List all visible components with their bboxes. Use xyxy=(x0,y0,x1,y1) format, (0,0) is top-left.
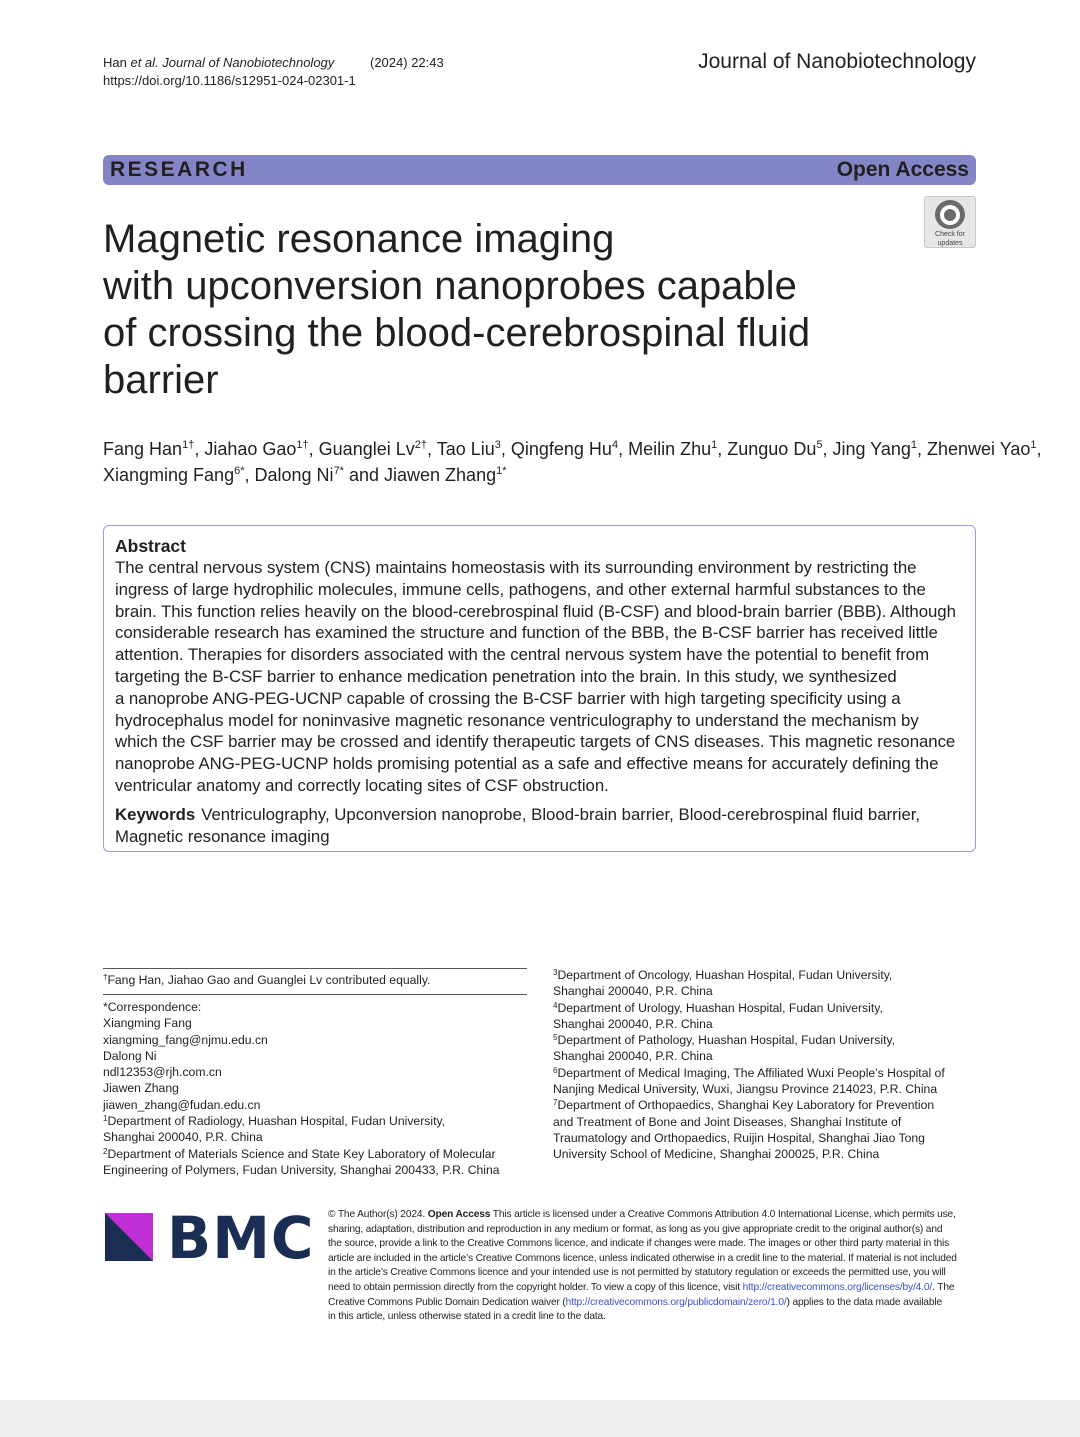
affiliation-number: 3 xyxy=(553,968,558,977)
license-text: article are included in the article’s Creative Commons licence, unless indicated otherwise in a credit line to the material. If material is not included xyxy=(328,1252,957,1264)
bmc-logo-icon xyxy=(105,1213,153,1261)
affiliation-number: 7 xyxy=(553,1098,558,1108)
citation-header xyxy=(103,54,444,90)
bmc-logo-text: BMC xyxy=(167,1204,315,1272)
author-name[interactable]: Zhenwei Yao xyxy=(927,439,1031,459)
author-affiliation-sup: 2† xyxy=(414,439,427,451)
footnote-text: Fang Han, Jiahao Gao and Guanglei Lv contributed equally. xyxy=(107,973,431,987)
article-type-label: RESEARCH xyxy=(110,158,248,181)
affiliation-text: Department of Medical Imaging, The Affiliated Wuxi People’s Hospital of xyxy=(557,1065,945,1080)
citation-line xyxy=(103,54,444,72)
citation-year-volume: (2024) 22:43 xyxy=(370,55,444,70)
author-affiliation-sup: 3 xyxy=(494,439,501,451)
affiliation-text: Department of Urology, Huashan Hospital, Fudan University, xyxy=(557,1000,883,1015)
article-title xyxy=(103,216,893,404)
author-separator: , xyxy=(917,439,928,459)
author-line xyxy=(103,436,1042,462)
crossmark-icon xyxy=(935,200,965,229)
author-name[interactable]: Guanglei Lv xyxy=(318,439,415,459)
author-name[interactable]: Zunguo Du xyxy=(727,439,817,459)
affiliation-number: 2 xyxy=(103,1146,108,1156)
abstract-line: attention. Therapies for disorders associated with the central nervous system have the potential to benefit from xyxy=(115,645,930,665)
author-separator: , xyxy=(717,439,728,459)
keywords-text: Ventriculography, Upconversion nanoprobe, Blood-brain barrier, Blood-cerebrospinal fluid barrier, xyxy=(201,804,921,824)
affiliation xyxy=(553,1065,963,1081)
license-text: © The Author(s) 2024. xyxy=(328,1209,428,1220)
contact-name: Xiangming Fang xyxy=(103,1016,192,1031)
affiliation-text: Department of Orthopaedics, Shanghai Key Laboratory for Prevention xyxy=(557,1098,935,1113)
author-separator: , xyxy=(618,439,629,459)
keywords-text: Magnetic resonance imaging xyxy=(115,826,330,846)
author-separator: and xyxy=(343,465,385,485)
affiliation-text: Department of Oncology, Huashan Hospital, Fudan University, xyxy=(557,968,893,982)
author-name[interactable]: Fang Han xyxy=(103,439,183,459)
license-open-access: Open Access xyxy=(427,1209,491,1220)
affiliation-text: Shanghai 200040, P.R. China xyxy=(553,1016,713,1031)
footnotes-right xyxy=(553,967,963,1163)
citation-author: Han xyxy=(103,55,131,70)
keywords-label: Keywords xyxy=(115,804,196,824)
author-separator: , xyxy=(1036,439,1042,459)
author-name[interactable]: Dalong Ni xyxy=(254,465,334,485)
author-name[interactable]: Qingfeng Hu xyxy=(510,439,612,459)
affiliation xyxy=(553,1032,963,1048)
affiliation-number: 4 xyxy=(553,1000,558,1010)
author-line xyxy=(103,462,983,488)
author-affiliation-sup: 1* xyxy=(496,465,507,477)
badge-text-1: Check for xyxy=(935,231,965,238)
author-list xyxy=(103,436,1042,488)
author-name[interactable]: Meilin Zhu xyxy=(628,439,712,459)
abstract-line: targeting the B-CSF barrier to enhance medication penetration into the brain. In this study, we synthesized xyxy=(115,666,897,686)
author-affiliation-sup: 1 xyxy=(1030,439,1037,451)
equal-contribution-note xyxy=(103,972,533,999)
license-text: need to obtain permission directly from the copyright holder. To view a copy of this licence, visit xyxy=(328,1281,743,1293)
license-text: the source, provide a link to the Creative Commons licence, and indicate if changes were made. The images or other third party material in this xyxy=(328,1238,950,1250)
abstract-line: which the CSF barrier may be crossed and identify therapeutic targets of CNS diseases. This magnetic resonance xyxy=(115,732,956,752)
author-affiliation-sup: 1 xyxy=(910,439,917,451)
abstract-line: nanoprobe ANG-PEG-UCNP holds promising potential as a safe and effective means for accurately defining the xyxy=(115,754,939,774)
author-separator: , xyxy=(427,439,437,459)
author-name[interactable]: Jing Yang xyxy=(832,439,911,459)
contact-name: Dalong Ni xyxy=(103,1048,157,1063)
affiliation xyxy=(103,1146,533,1162)
abstract-body xyxy=(115,557,964,797)
doi-link[interactable]: https://doi.org/10.1186/s12951-024-02301-1 xyxy=(103,73,356,88)
author-affiliation-sup: 7* xyxy=(333,465,344,477)
affiliation xyxy=(553,1097,963,1113)
license-text: in the article’s Creative Commons licence and your intended use is not permitted by statutory regulation or exceeds the permitted use, you will xyxy=(328,1267,946,1279)
license-text: sharing, adaptation, distribution and reproduction in any medium or format, as long as you give appropriate credit to the original author(s) and xyxy=(328,1223,943,1235)
keywords xyxy=(115,804,964,848)
viewer-bottom-margin xyxy=(0,1400,1080,1437)
citation-etal: et al. xyxy=(130,55,159,70)
author-separator: , xyxy=(822,439,833,459)
abstract-box xyxy=(103,525,976,852)
citation-journal: Journal of Nanobiotechnology xyxy=(158,55,335,70)
title-line: with upconversion nanoprobes capable xyxy=(103,264,797,308)
contact-name: Jiawen Zhang xyxy=(103,1081,179,1096)
affiliation-text: Shanghai 200040, P.R. China xyxy=(553,1049,713,1064)
author-name[interactable]: Jiawen Zhang xyxy=(384,465,497,485)
affiliation-text: Traumatology and Orthopaedics, Ruijin Hospital, Shanghai Jiao Tong xyxy=(553,1130,925,1145)
affiliation-text: Shanghai 200040, P.R. China xyxy=(553,984,713,999)
journal-name: Journal of Nanobiotechnology xyxy=(698,50,976,73)
footnote-marker: † xyxy=(103,973,108,982)
abstract-line: brain. This function relies heavily on the blood-cerebrospinal fluid (B-CSF) and blood-brain barrier (BBB). Although xyxy=(115,601,956,621)
affiliation-text: Nanjing Medical University, Wuxi, Jiangsu Province 214023, P.R. China xyxy=(553,1082,938,1097)
contact-email[interactable]: xiangming_fang@njmu.edu.cn xyxy=(103,1032,268,1047)
author-separator: , xyxy=(244,465,255,485)
affiliation-number: 6 xyxy=(553,1065,558,1075)
affiliation-text: Department of Materials Science and State Key Laboratory of Molecular xyxy=(107,1146,496,1161)
affiliation-text: and Treatment of Bone and Joint Diseases, Shanghai Institute of xyxy=(553,1114,902,1129)
title-line: of crossing the blood-cerebrospinal fluid xyxy=(103,311,811,355)
author-affiliation-sup: 4 xyxy=(611,439,619,451)
abstract-line: a nanoprobe ANG-PEG-UCNP capable of crossing the B-CSF barrier with high targeting specificity using a xyxy=(115,688,901,708)
affiliation-number: 5 xyxy=(553,1033,558,1043)
badge-text-2: updates xyxy=(937,240,963,247)
license-text: Creative Commons Public Domain Dedication waiver ( xyxy=(328,1296,566,1308)
footnotes-left xyxy=(103,972,533,1178)
affiliation-number: 1 xyxy=(103,1114,108,1124)
author-affiliation-sup: 1 xyxy=(711,439,718,451)
contact-email[interactable]: ndl12353@rjh.com.cn xyxy=(103,1065,222,1080)
author-name[interactable]: Jiahao Gao xyxy=(204,439,297,459)
author-affiliation-sup: 1† xyxy=(182,439,195,451)
author-separator: , xyxy=(500,439,511,459)
abstract-line: considerable research has examined the structure and function of the BBB, the B-CSF barrier has received little xyxy=(115,623,938,643)
author-affiliation-sup: 6* xyxy=(234,465,245,477)
correspondence-label: *Correspondence: xyxy=(103,1000,202,1014)
abstract-line: The central nervous system (CNS) maintains homeostasis with its surrounding environment by restricting the xyxy=(115,558,917,577)
license-statement xyxy=(328,1208,988,1325)
affiliation xyxy=(553,967,963,983)
affiliation-text: Engineering of Polymers, Fudan University, Shanghai 200433, P.R. China xyxy=(103,1162,500,1177)
bmc-logo[interactable] xyxy=(105,1204,315,1272)
affiliation xyxy=(103,1113,533,1129)
abstract-line: ingress of large hydrophilic molecules, immune cells, pathogens, and other external harmful substances to the xyxy=(115,579,926,599)
affiliation-text: Department of Radiology, Huashan Hospital, Fudan University, xyxy=(107,1114,446,1129)
license-text: . The xyxy=(932,1281,955,1293)
author-separator: , xyxy=(308,439,319,459)
contact-email[interactable]: jiawen_zhang@fudan.edu.cn xyxy=(103,1097,261,1112)
author-name[interactable]: Tao Liu xyxy=(436,439,495,459)
title-line: barrier xyxy=(103,358,219,402)
footnote-divider xyxy=(103,968,527,969)
cc-zero-link[interactable]: http://creativecommons.org/publicdomain/zero/1.0/ xyxy=(565,1296,787,1308)
abstract-heading: Abstract xyxy=(115,536,186,556)
affiliation-text: Department of Pathology, Huashan Hospital, Fudan University, xyxy=(557,1033,896,1048)
author-name[interactable]: Xiangming Fang xyxy=(103,465,235,485)
article-type-banner xyxy=(103,155,976,185)
abstract-line: hydrocephalus model for noninvasive magnetic resonance ventriculography to understand the mechanism by xyxy=(115,710,919,730)
cc-by-link[interactable]: http://creativecommons.org/licenses/by/4.0/ xyxy=(742,1281,933,1293)
affiliation xyxy=(553,1000,963,1016)
affiliation-text: Shanghai 200040, P.R. China xyxy=(103,1130,263,1145)
license-text: in this article, unless otherwise stated in a credit line to the data. xyxy=(328,1311,606,1323)
check-for-updates-badge[interactable] xyxy=(924,196,976,248)
abstract-line: ventricular anatomy and correctly locating sites of CSF obstruction. xyxy=(115,775,609,795)
author-separator: , xyxy=(194,439,205,459)
license-text: ) applies to the data made available xyxy=(786,1296,942,1308)
author-affiliation-sup: 1† xyxy=(296,439,309,451)
open-access-label: Open Access xyxy=(836,158,969,181)
license-text: This article is licensed under a Creative Commons Attribution 4.0 International License, which permits use, xyxy=(490,1209,956,1220)
author-affiliation-sup: 5 xyxy=(816,439,823,451)
affiliation-text: University School of Medicine, Shanghai 200025, P.R. China xyxy=(553,1147,880,1162)
title-line: Magnetic resonance imaging xyxy=(103,217,615,261)
